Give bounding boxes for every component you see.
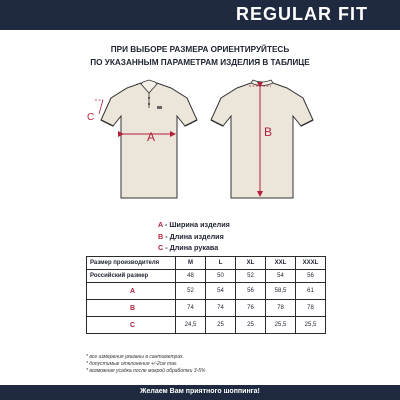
table-cell: 58,5 bbox=[266, 283, 296, 300]
legend-text: - Ширина изделия bbox=[162, 220, 230, 229]
table-cell: 25 bbox=[236, 317, 266, 334]
table-cell: 50 bbox=[206, 270, 236, 283]
instruction-heading bbox=[0, 43, 400, 69]
table-row bbox=[87, 283, 326, 300]
fit-title: REGULAR FIT bbox=[236, 4, 368, 24]
legend-key: A bbox=[158, 220, 163, 229]
instruction-line-2: ПО УКАЗАННЫМ ПАРАМЕТРАМ ИЗДЕЛИЯ В ТАБЛИЦЕ bbox=[90, 58, 310, 67]
table-cell: 52 bbox=[176, 283, 206, 300]
instruction-line-1: ПРИ ВЫБОРЕ РАЗМЕРА ОРИЕНТИРУЙТЕСЬ bbox=[110, 45, 290, 54]
table-cell: XXXL bbox=[296, 257, 326, 270]
table-cell: 56 bbox=[236, 283, 266, 300]
table-cell: 56 bbox=[296, 270, 326, 283]
table-cell: 74 bbox=[176, 300, 206, 317]
table-row bbox=[87, 317, 326, 334]
table-cell: 25,5 bbox=[266, 317, 296, 334]
footnotes bbox=[86, 354, 205, 375]
table-cell: 78 bbox=[296, 300, 326, 317]
row-header: Российский размер bbox=[87, 270, 176, 283]
table-cell: 48 bbox=[176, 270, 206, 283]
row-header: Размер производителя bbox=[87, 257, 176, 270]
footer-banner bbox=[0, 385, 400, 400]
footnote: * возможная усадка после мокрой обработки 3-5% bbox=[86, 368, 206, 374]
legend-item bbox=[158, 242, 230, 254]
table-cell: 25 bbox=[206, 317, 236, 334]
table-cell: 74 bbox=[206, 300, 236, 317]
legend-item bbox=[158, 219, 230, 231]
size-table bbox=[86, 256, 326, 334]
table-cell: 24,5 bbox=[176, 317, 206, 334]
table-row bbox=[87, 270, 326, 283]
top-banner bbox=[0, 0, 400, 30]
legend-key: C bbox=[158, 243, 164, 252]
table-cell: 78 bbox=[266, 300, 296, 317]
table-cell: 54 bbox=[206, 283, 236, 300]
table-row bbox=[87, 300, 326, 317]
table-cell: 54 bbox=[266, 270, 296, 283]
legend-item bbox=[158, 231, 230, 243]
footer-message: Желаем Вам приятного шоппинга! bbox=[140, 388, 260, 395]
legend-text: - Длина рукава bbox=[163, 243, 219, 252]
table-cell: XL bbox=[236, 257, 266, 270]
table-cell: 61 bbox=[296, 283, 326, 300]
shirt-back bbox=[211, 80, 313, 198]
row-header: C bbox=[87, 317, 176, 334]
sleeve-arrow bbox=[99, 100, 103, 114]
table-cell: 52 bbox=[236, 270, 266, 283]
table-cell: 25,5 bbox=[296, 317, 326, 334]
footnote: * все измерения указаны в сантиметрах. bbox=[86, 354, 185, 360]
table-cell: L bbox=[206, 257, 236, 270]
table-cell: 76 bbox=[236, 300, 266, 317]
row-header: A bbox=[87, 283, 176, 300]
footnote: * допустимые отклонения +/-2см тах. bbox=[86, 361, 178, 367]
label-b: B bbox=[264, 125, 273, 139]
table-cell: M bbox=[176, 257, 206, 270]
legend-key: B bbox=[158, 231, 164, 241]
label-c: C bbox=[87, 112, 95, 123]
table-cell: XXL bbox=[266, 257, 296, 270]
shirt-diagram bbox=[85, 78, 315, 206]
row-header: B bbox=[87, 300, 176, 317]
legend-text: - Длина изделия bbox=[163, 231, 224, 241]
label-a: A bbox=[147, 130, 156, 144]
table-row bbox=[87, 257, 326, 270]
measurement-legend bbox=[158, 219, 230, 254]
